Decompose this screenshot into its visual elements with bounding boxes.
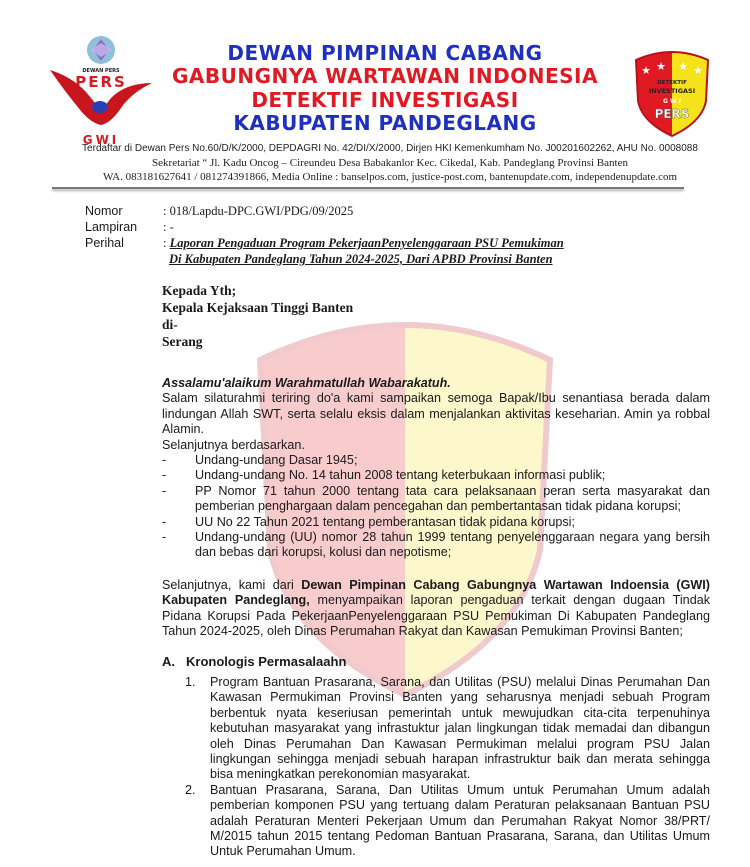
perihal-value-wrap bbox=[163, 235, 564, 267]
svg-text:★: ★ bbox=[678, 61, 688, 73]
bullet-dash: - bbox=[162, 453, 167, 468]
item-text: Program Bantuan Prasarana, Sarana, dan Utilitas (PSU) melalui Dinas Perumahan Dan Kawasan Permukiman Provinsi Banten yang seharusnya menjadi sebuah Program berbentuk nyata keseriusan pemerintah untuk mewujudkan cita-cita terpenuhinya kebutuhan masyarakat yang infrastuktur jalan lingkungan tidak memadai dan dibangun oleh Dinas Perumahan Dan Kawasan Permukiman melalui program PSU Jalan lingkungan sehingga menjadi sebuah harapan infrastruktur baik dan merata sehingga bisa meningkatkan perekonomian masyarakat. bbox=[210, 675, 710, 782]
svg-text:GWI: GWI bbox=[82, 133, 120, 147]
lampiran-row bbox=[85, 219, 564, 235]
nomor-row bbox=[85, 203, 564, 219]
perihal-row bbox=[85, 235, 564, 267]
svg-text:G W I: G W I bbox=[663, 98, 681, 105]
basis-text: Undang-undang Dasar 1945; bbox=[195, 453, 358, 468]
report-org-name: Dewan Pimpinan Cabang Gabungnya Wartawan Indoensia (GWI) Kabupaten Pandeglang, bbox=[162, 578, 710, 608]
svg-text:DEWAN PERS: DEWAN PERS bbox=[82, 68, 120, 74]
list-item bbox=[162, 453, 710, 468]
registration-info: Terdaftar di Dewan Pers No.60/D/K/2000, DEPDAGRI No. 42/DI/X/2000, Dirjen HKI Kemenkumham No. J00201602262, AHU No. 0008088 bbox=[82, 143, 698, 154]
svg-text:INVESTIGASI: INVESTIGASI bbox=[648, 87, 696, 95]
secretariat-address: Sekretariat “ Jl. Kadu Oncog – Cireundeu Desa Babakanlor Kec. Cikedal, Kab. Pandeglang Provinsi Banten bbox=[152, 157, 628, 169]
report-post: menyampaikan laporan pengaduan terkait dengan dugaan Tindak Pidana Korupsi Pada PekerjaanPenyelenggaraan PSU Pemukiman Di Kabupaten Pandeglang Tahun 2024-2025, oleh Dinas Perumahan Rakyat dan Kawasan Pemukiman Provinsi Banten; bbox=[162, 593, 710, 639]
basis-text: Undang-undang (UU) nomor 28 tahun 1999 tentang penyelenggaraan negara yang bersih dan bebas dari korupsi, kolusi dan nepotisme; bbox=[195, 530, 710, 560]
svg-text:DETEKTIF: DETEKTIF bbox=[657, 80, 687, 86]
letterhead-divider bbox=[52, 187, 684, 189]
recipient-name: Kepala Kejaksaan Tinggi Banten bbox=[162, 300, 354, 315]
chronology-list bbox=[185, 675, 710, 860]
report-paragraph bbox=[162, 578, 710, 640]
org-title-line-1: DEWAN PIMPINAN CABANG bbox=[227, 41, 543, 65]
list-item bbox=[162, 468, 710, 483]
report-pre: Selanjutnya, kami dari bbox=[162, 578, 302, 592]
item-number: 2. bbox=[185, 782, 196, 797]
bullet-dash: - bbox=[162, 468, 167, 483]
section-a-heading bbox=[162, 654, 346, 669]
section-title: Kronologis Permasalaahn bbox=[186, 654, 347, 669]
svg-text:★: ★ bbox=[693, 65, 703, 77]
item-text: Bantuan Prasarana, Sarana, Dan Utilitas Umum untuk Perumahan Umum adalah pemberian komponen PSU yang tertuang dalam Peraturan pelaksanaan Bantuan PSU adalah Peraturan Menteri Pekerjaan Umum dan Perumahan Rakyat Nomor 38/PRT/ M/2015 tahun 2015 tentang Pedoman Bantuan Prasarana, Sarana, dan Utilitas Umum Untuk Perumahan Umum. bbox=[210, 782, 710, 859]
list-item bbox=[162, 484, 710, 515]
legal-basis-list bbox=[162, 453, 710, 561]
perihal-value-line-1: Laporan Pengaduan Program PekerjaanPenyelenggaraan PSU Pemukiman bbox=[169, 236, 564, 250]
org-title-line-2: GABUNGNYA WARTAWAN INDONESIA bbox=[172, 64, 598, 88]
greeting: Assalamu'alaikum Warahmatullah Wabarakatuh. bbox=[162, 376, 451, 390]
contact-info: WA. 083181627641 / 081274391866, Media Online : banselpos.com, justice-post.com, bantenupdate.com, independenupdate.com bbox=[102, 171, 678, 183]
bullet-dash: - bbox=[162, 530, 167, 545]
lampiran-label: Lampiran bbox=[85, 220, 138, 234]
opening-block bbox=[162, 376, 710, 561]
nomor-label: Nomor bbox=[85, 204, 123, 218]
gwi-eagle-logo bbox=[46, 33, 156, 148]
nomor-value: : 018/Lapdu-DPC.GWI/PDG/09/2025 bbox=[163, 204, 354, 218]
basis-text: UU No 22 Tahun 2021 tentang pemberantasan tidak pidana korupsi; bbox=[195, 514, 575, 529]
lampiran-value: : - bbox=[163, 220, 174, 234]
bullet-dash: - bbox=[162, 483, 167, 498]
svg-text:★: ★ bbox=[641, 65, 651, 77]
list-item bbox=[185, 783, 710, 860]
basis-intro: Selanjutnya berdasarkan. bbox=[162, 437, 305, 452]
org-title-line-3: DETEKTIF INVESTIGASI bbox=[251, 88, 519, 112]
list-item bbox=[162, 530, 710, 561]
basis-text: Undang-undang No. 14 tahun 2008 tentang keterbukaan informasi publik; bbox=[195, 468, 606, 483]
bullet-dash: - bbox=[162, 514, 167, 529]
svg-text:PERS: PERS bbox=[75, 73, 127, 91]
chronology-list-wrap bbox=[185, 675, 710, 860]
org-title-line-4: KABUPATEN PANDEGLANG bbox=[233, 111, 537, 135]
perihal-value-line-2: Di Kabupaten Pandeglang Tahun 2024-2025, Dari APBD Provinsi Banten bbox=[169, 252, 553, 266]
letter-meta bbox=[85, 203, 564, 267]
recipient-city: Serang bbox=[162, 334, 203, 349]
recipient-di: di- bbox=[162, 317, 178, 332]
recipient-block bbox=[162, 282, 710, 350]
salam-paragraph: Salam silaturahmi teriring do'a kami sampaikan semoga Bapak/Ibu senantiasa berada dalam lindungan Allah SWT, serta selalu eksis dalam menjalankan aktivitas keseharian. Amin ya robbal Alamin. bbox=[162, 391, 710, 437]
svg-text:PERS: PERS bbox=[654, 107, 690, 121]
list-item bbox=[185, 675, 710, 783]
list-item bbox=[162, 515, 710, 530]
recipient-salutation: Kepada Yth; bbox=[162, 283, 237, 298]
item-number: 1. bbox=[185, 675, 196, 689]
basis-text: PP Nomor 71 tahun 2000 tentang tata cara pelaksanaan peran serta masyarakat dan pemberian penghargaan dalam pencegahan dan pembertantasan tidak pidana korupsi; bbox=[195, 483, 710, 514]
svg-text:★: ★ bbox=[656, 61, 666, 73]
section-letter: A. bbox=[162, 654, 175, 669]
detektif-investigasi-shield-logo bbox=[632, 46, 712, 138]
perihal-colon: : bbox=[163, 236, 170, 250]
perihal-label: Perihal bbox=[85, 236, 124, 250]
